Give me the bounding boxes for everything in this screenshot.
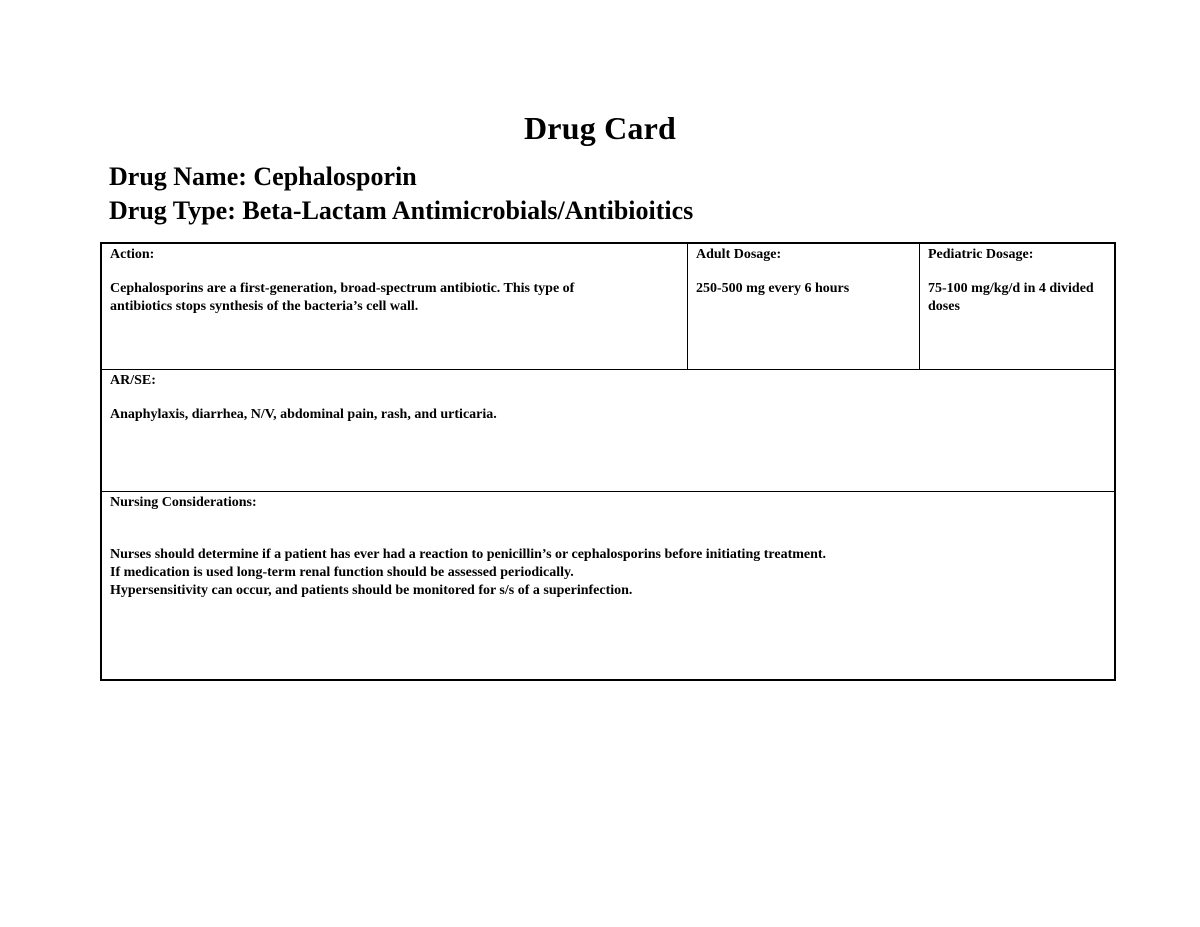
action-cell bbox=[102, 244, 688, 369]
pediatric-dosage-label: Pediatric Dosage: bbox=[928, 247, 1034, 262]
nursing-row bbox=[102, 492, 1114, 679]
nursing-cell bbox=[102, 492, 1114, 679]
pediatric-dosage-text: 75-100 mg/kg/d in 4 divided doses bbox=[928, 281, 1094, 314]
ar-se-label: AR/SE: bbox=[110, 373, 156, 388]
top-row bbox=[102, 244, 1114, 370]
adult-dosage-text: 250-500 mg every 6 hours bbox=[696, 281, 850, 296]
page-title: Drug Card bbox=[523, 110, 677, 146]
ar-se-text: Anaphylaxis, diarrhea, N/V, abdominal pain, rash, and urticaria. bbox=[110, 407, 497, 422]
nursing-line: Nurses should determine if a patient has ever had a reaction to penicillin’s or cephalosporins before initiating treatment. bbox=[110, 547, 827, 562]
adult-dosage-label: Adult Dosage: bbox=[696, 247, 782, 262]
ar-se-row bbox=[102, 370, 1114, 492]
drug-type: Drug Type: Beta-Lactam Antimicrobials/Antibioitics bbox=[109, 196, 694, 225]
adult-dosage-cell bbox=[688, 244, 920, 369]
pediatric-dosage-cell bbox=[920, 244, 1116, 369]
action-label: Action: bbox=[110, 247, 155, 262]
ar-se-cell bbox=[102, 370, 1114, 491]
nursing-line: If medication is used long-term renal function should be assessed periodically. bbox=[110, 565, 574, 580]
nursing-label: Nursing Considerations: bbox=[110, 495, 257, 510]
nursing-line: Hypersensitivity can occur, and patients should be monitored for s/s of a superinfection. bbox=[110, 583, 633, 598]
drug-card-table bbox=[100, 242, 1116, 681]
action-text: Cephalosporins are a first-generation, broad-spectrum antibiotic. This type of antibiotics stops synthesis of the bacteria’s cell wall. bbox=[110, 281, 575, 314]
nursing-text bbox=[110, 546, 1106, 600]
drug-name: Drug Name: Cephalosporin bbox=[109, 162, 417, 191]
